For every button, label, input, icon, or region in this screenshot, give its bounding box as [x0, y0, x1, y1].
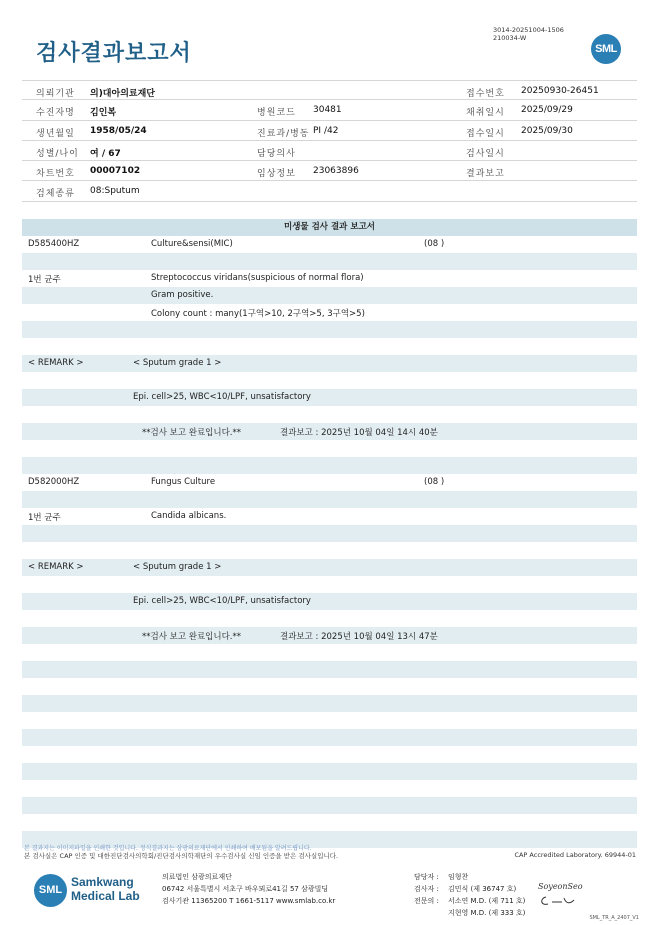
- result-row: [22, 729, 637, 746]
- result-row: [22, 508, 637, 525]
- info-label: 접수일시: [466, 128, 505, 139]
- info-value: 30481: [313, 105, 342, 116]
- result-text: Culture&sensi(MIC): [151, 239, 233, 249]
- info-label: 검사일시: [466, 148, 505, 159]
- lab-info: [162, 871, 335, 907]
- report-complete-text: **검사 보고 완료입니다.**: [142, 428, 242, 438]
- report-time: 결과보고 : 2025년 10월 04일 14시 40분: [280, 428, 438, 438]
- result-row: [22, 644, 637, 661]
- result-row: [22, 559, 637, 576]
- info-label: 병원코드: [257, 108, 296, 119]
- result-row: [22, 763, 637, 780]
- result-text: Colony count : many(1구역>10, 2구역>5, 3구역>5): [151, 309, 365, 319]
- result-row: [22, 661, 637, 678]
- staff-row: [414, 883, 525, 895]
- info-value: 김인복: [90, 108, 117, 119]
- result-row: [22, 270, 637, 287]
- result-row: [22, 474, 637, 491]
- samkwang-logo: [34, 872, 144, 908]
- info-label: 차트번호: [36, 169, 75, 180]
- info-value: 의)대아의료재단: [90, 89, 155, 99]
- result-row: [22, 746, 637, 763]
- result-heading: 미생물 검사 결과 보고서: [22, 219, 637, 236]
- staff-role: 검사자 :: [414, 885, 439, 893]
- patient-info-row: [22, 100, 637, 120]
- result-row: [22, 440, 637, 457]
- result-row: [22, 542, 637, 559]
- result-code: < REMARK >: [28, 562, 84, 572]
- patient-info-row: [22, 141, 637, 161]
- patient-info-row: [22, 161, 637, 181]
- result-row: [22, 814, 637, 831]
- result-row: [22, 780, 637, 797]
- patient-info-row: [22, 80, 637, 100]
- result-row: [22, 236, 637, 253]
- result-row: [22, 304, 637, 321]
- remark-text: < Sputum grade 1 >: [133, 358, 222, 368]
- info-value: PI /42: [313, 125, 339, 136]
- cap-accreditation: CAP Accredited Laboratory. 69944-01: [514, 851, 636, 859]
- result-text: Fungus Culture: [151, 477, 216, 487]
- result-row: [22, 406, 637, 423]
- lab-name: 의료법인 삼광의료재단: [162, 873, 232, 881]
- staff-name: 지현영 M.D. (제 333 호): [448, 909, 526, 917]
- sml-logo: SML: [591, 34, 621, 64]
- certification-note: 본 검사실은 CAP 인증 및 대한진단검사의학회/진단검사의학재단의 우수검사실 신임 인증을 받은 검사실입니다.: [24, 852, 339, 860]
- result-row: [22, 695, 637, 712]
- result-row: [22, 678, 637, 695]
- result-row: [22, 423, 637, 440]
- staff-role: 담당자 :: [414, 873, 439, 881]
- info-label: 채취일시: [466, 108, 505, 119]
- info-label: 성별/나이: [36, 148, 79, 159]
- remark-text: Epi. cell>25, WBC<10/LPF, unsatisfactory: [133, 392, 311, 402]
- result-row: [22, 525, 637, 542]
- result-row: [22, 457, 637, 474]
- result-row: [22, 287, 637, 304]
- remark-text: < Sputum grade 1 >: [133, 562, 222, 572]
- report-time: 결과보고 : 2025년 10월 04일 13시 47분: [280, 632, 438, 642]
- result-code: < REMARK >: [28, 358, 84, 368]
- signature-ji-icon: [540, 894, 580, 908]
- result-code: D585400HZ: [28, 239, 80, 249]
- result-row: [22, 355, 637, 372]
- staff-name: 임형찬: [448, 873, 469, 881]
- result-row: [22, 712, 637, 729]
- report-title: 검사결과보고서: [36, 41, 192, 66]
- lab-contact: 검사기관 11365200 T 1661-5117 www.smlab.co.kr: [162, 897, 336, 905]
- print-notice: 본 결과지는 이미지파일을 인쇄한 것입니다. 정식결과지는 삼광의료재단에서 인쇄하여 배포됨을 알려드립니다.: [24, 845, 312, 852]
- result-text: Candida albicans.: [151, 511, 227, 521]
- specimen-code: (08 ): [424, 477, 445, 487]
- info-value: 2025/09/29: [521, 105, 573, 116]
- info-value: 여 / 67: [90, 148, 121, 159]
- info-label: 의뢰기관: [36, 89, 75, 99]
- result-code: D582000HZ: [28, 477, 80, 487]
- info-label: 결과보고: [466, 169, 505, 180]
- logo-circle: SML: [34, 874, 67, 907]
- info-value: 20250930-26451: [521, 86, 599, 96]
- patient-info-table: [22, 80, 637, 202]
- info-label: 수진자명: [36, 108, 75, 119]
- form-number: SML_TR_A_2407_V1: [589, 915, 639, 921]
- result-text: Streptococcus viridans(suspicious of normal flora): [151, 273, 364, 283]
- document-number-line-2: 210034-W: [493, 34, 527, 42]
- remark-text: Epi. cell>25, WBC<10/LPF, unsatisfactory: [133, 596, 311, 606]
- logo-line-2: Medical Lab: [71, 889, 140, 903]
- result-row: [22, 627, 637, 644]
- info-label: 진료과/병동: [257, 128, 310, 139]
- result-row: [22, 610, 637, 627]
- report-complete-text: **검사 보고 완료입니다.**: [142, 632, 242, 642]
- result-code: 1번 균주: [28, 275, 61, 285]
- result-row: [22, 321, 637, 338]
- result-row: [22, 372, 637, 389]
- info-label: 생년월일: [36, 128, 75, 139]
- info-label: 담당의사: [257, 148, 296, 159]
- specimen-code: (08 ): [424, 239, 445, 249]
- staff-name: 김민식 (제 36747 호): [448, 885, 517, 893]
- staff-row: [414, 907, 525, 919]
- result-row: [22, 253, 637, 270]
- result-row: [22, 389, 637, 406]
- result-code: 1번 균주: [28, 513, 61, 523]
- result-row: [22, 338, 637, 355]
- staff-row: [414, 895, 525, 907]
- info-value: 1958/05/24: [90, 125, 147, 136]
- result-row: [22, 576, 637, 593]
- result-row: [22, 593, 637, 610]
- info-value: 23063896: [313, 166, 359, 177]
- info-label: 접수번호: [466, 89, 505, 99]
- logo-line-1: Samkwang: [71, 875, 134, 889]
- staff-list: [414, 871, 525, 919]
- info-label: 검체종류: [36, 189, 75, 200]
- document-number: [493, 26, 564, 42]
- info-label: 임상정보: [257, 169, 296, 180]
- staff-name: 서소연 M.D. (제 711 호): [448, 897, 526, 905]
- staff-row: [414, 871, 525, 883]
- info-value: 2025/09/30: [521, 125, 573, 136]
- info-value: 00007102: [90, 166, 141, 177]
- info-value: 08:Sputum: [90, 186, 140, 197]
- logo-wordmark: [71, 875, 140, 903]
- result-text: Gram positive.: [151, 290, 214, 300]
- signature-seo: SoyeonSeo: [538, 882, 583, 891]
- result-grid: [22, 219, 637, 865]
- patient-info-row: [22, 121, 637, 141]
- staff-role: 전문의 :: [414, 897, 439, 905]
- result-row: [22, 491, 637, 508]
- document-number-line-1: 3014-20251004-1506: [493, 26, 564, 34]
- patient-info-row: [22, 181, 637, 201]
- result-row: [22, 797, 637, 814]
- lab-address: 06742 서울특별시 서초구 바우뫼로41길 57 삼광빌딩: [162, 885, 329, 893]
